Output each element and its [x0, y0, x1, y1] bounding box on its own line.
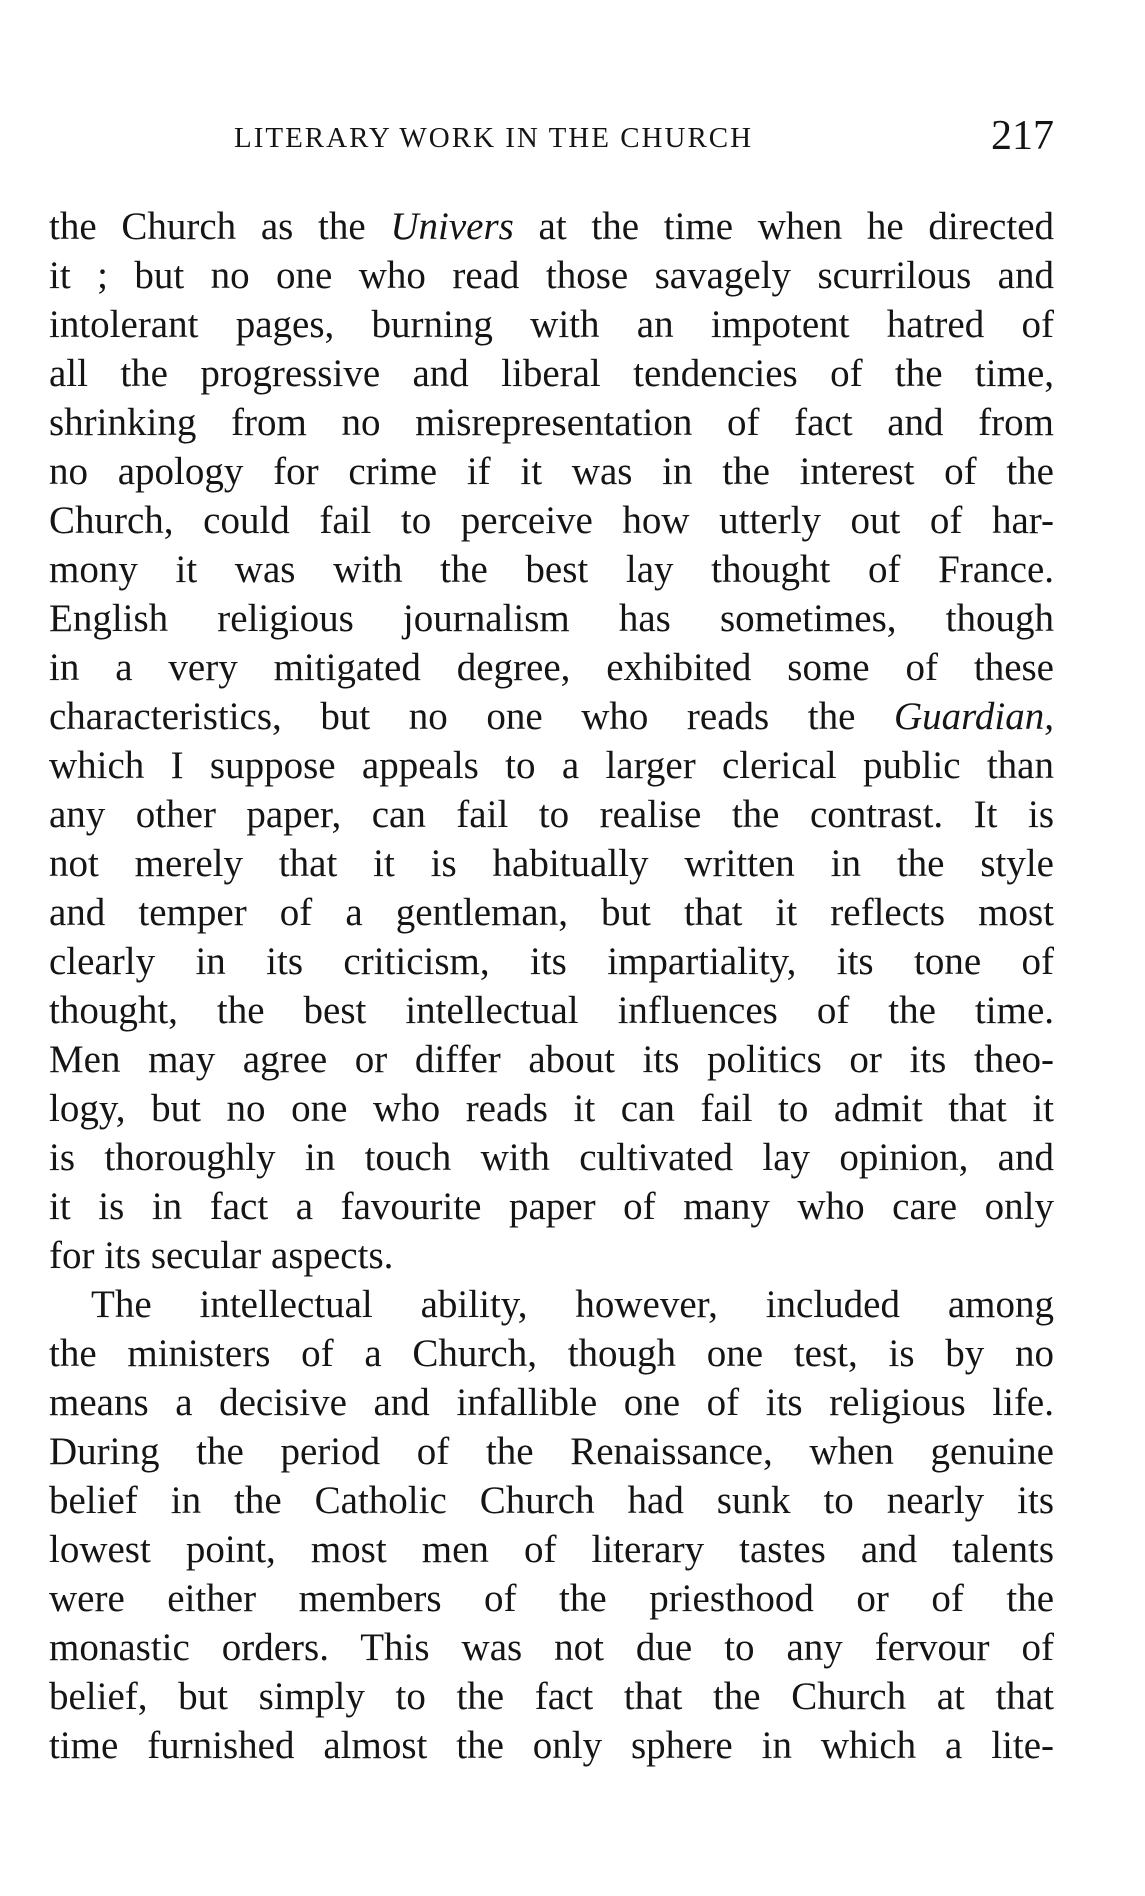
- text-line: lowest point, most men of literary tastes and talents: [49, 1528, 1054, 1571]
- text-line: which I suppose appeals to a larger clerical public than: [49, 744, 1054, 787]
- periodical-title-univers: Univers: [390, 205, 514, 248]
- text-line: it is in fact a favourite paper of many who care only: [49, 1185, 1054, 1228]
- text-line: and temper of a gentleman, but that it reflects most: [49, 891, 1054, 934]
- text-line: intolerant pages, burning with an impotent hatred of: [49, 303, 1054, 346]
- text-line: clearly in its criticism, its impartiality, its tone of: [49, 940, 1054, 983]
- text-line: belief in the Catholic Church had sunk to nearly its: [49, 1479, 1054, 1522]
- text-line: it ; but no one who read those savagely scurrilous and: [49, 254, 1054, 297]
- text-line: belief, but simply to the fact that the Church at that: [49, 1675, 1054, 1718]
- text-line: mony it was with the best lay thought of France.: [49, 548, 1054, 591]
- text-line: no apology for crime if it was in the interest of the: [49, 450, 1054, 493]
- text-line: were either members of the priesthood or of the: [49, 1577, 1054, 1620]
- text-line: monastic orders. This was not due to any fervour of: [49, 1626, 1054, 1669]
- paragraph-2: [49, 1280, 1054, 1770]
- text-line: The intellectual ability, however, included among: [91, 1283, 1054, 1326]
- text-line: English religious journalism has sometimes, though: [49, 597, 1054, 640]
- text-line: Church, could fail to perceive how utterly out of har-: [49, 499, 1054, 542]
- text-line: all the progressive and liberal tendencies of the time,: [49, 352, 1054, 395]
- text-line: in a very mitigated degree, exhibited some of these: [49, 646, 1054, 689]
- text-line: thought, the best intellectual influences of the time.: [49, 989, 1054, 1032]
- running-title: LITERARY WORK IN THE CHURCH: [234, 122, 754, 154]
- text-line: any other paper, can fail to realise the contrast. It is: [49, 793, 1054, 836]
- text-line: characteristics, but no one who reads the Guardian,: [49, 695, 1054, 738]
- text-line: During the period of the Renaissance, when genuine: [49, 1430, 1054, 1473]
- text-line: Men may agree or differ about its politics or its theo-: [49, 1038, 1054, 1081]
- paragraph-1: [49, 202, 1054, 1280]
- body-text: [49, 202, 1054, 1770]
- text-line: shrinking from no misrepresentation of fact and from: [49, 401, 1054, 444]
- text-line: logy, but no one who reads it can fail to admit that it: [49, 1087, 1054, 1130]
- text-line: not merely that it is habitually written in the style: [49, 842, 1054, 885]
- text-line: the ministers of a Church, though one test, is by no: [49, 1332, 1054, 1375]
- text-line: for its secular aspects.: [49, 1234, 394, 1277]
- text-line: time furnished almost the only sphere in which a lite-: [49, 1724, 1054, 1767]
- page-number: 217: [991, 113, 1054, 159]
- text-line: means a decisive and infallible one of its religious life.: [49, 1381, 1054, 1424]
- text-line: is thoroughly in touch with cultivated lay opinion, and: [49, 1136, 1054, 1179]
- running-head: [49, 112, 1054, 162]
- periodical-title-guardian: Guardian,: [894, 695, 1054, 738]
- text-line: the Church as the Univers at the time when he directed: [49, 205, 1055, 248]
